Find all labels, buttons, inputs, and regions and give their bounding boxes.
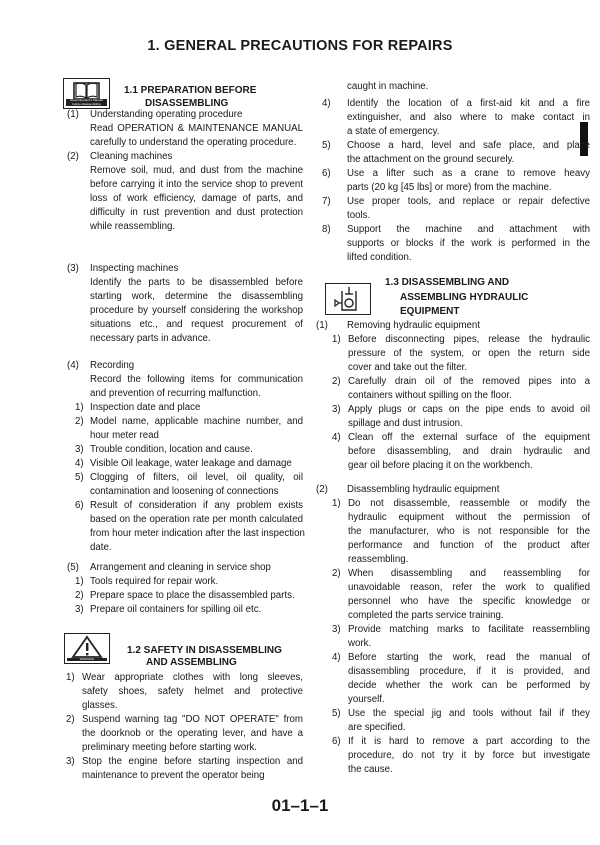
text-line: Choose a hard, level and safe place, and place — [347, 140, 590, 151]
text-line: Disassembling hydraulic equipment — [347, 484, 500, 495]
text-line: Remove soil, mud, and dust from the machine — [90, 165, 303, 176]
icon-caption: Read Operator's Manual before disassembling — [66, 99, 107, 106]
text-line: are specified. — [348, 722, 406, 733]
text-line: Tools required for repair work. — [90, 576, 219, 587]
text-line: completed the parts service training. — [348, 610, 504, 621]
text-line: from hour meter indication after the last inspection — [90, 528, 305, 539]
item-number: 5) — [75, 472, 84, 483]
text-line: If it is hard to remove a part according to the — [348, 736, 590, 747]
text-line: When disassembling and reassembling for — [348, 568, 590, 579]
text-line: disassembling procedure, if it is provided, and — [348, 666, 590, 677]
text-line: Prepare space to place the disassembled parts. — [90, 590, 295, 601]
item-number: 6) — [332, 736, 341, 747]
section-heading-1-1: 1.1 PREPARATION BEFORE — [124, 85, 257, 96]
section-heading-1-3-line3: EQUIPMENT — [400, 306, 460, 317]
item-number: 1) — [75, 576, 84, 587]
text-line: Use proper tools, and replace or repair defective — [347, 196, 590, 207]
text-line: Arrangement and cleaning in service shop — [90, 562, 271, 573]
item-number: 7) — [322, 196, 331, 207]
item-number: 1) — [332, 334, 341, 345]
text-line: situations etc., and request procurement of — [90, 319, 303, 330]
text-line: extinguisher, and also where to make contact in — [347, 112, 590, 123]
text-line: contamination and loosening of connections — [90, 486, 279, 497]
text-line: Before starting the work, read the manual of — [348, 652, 590, 663]
text-line: Before disconnecting pipes, release the hydraulic — [348, 334, 590, 345]
text-line: cover and take out the filter. — [348, 362, 468, 373]
text-line: necessary parts in advance. — [90, 333, 211, 344]
text-line: starting work, determine the disassembling — [90, 291, 303, 302]
section-heading-1-3-line2: ASSEMBLING HYDRAULIC — [400, 292, 529, 303]
text-line: lifted condition. — [347, 252, 412, 263]
item-number: 2) — [332, 376, 341, 387]
text-line: gear oil before placing it on the workbench. — [348, 460, 533, 471]
item-number: (1) — [67, 109, 79, 120]
item-number: 8) — [322, 224, 331, 235]
text-line: procedure by yourself considering the workshop — [90, 305, 303, 316]
icon-caption: WARNING — [67, 658, 107, 662]
text-line: the attachment on the ground securely. — [347, 154, 515, 165]
item-number: 1) — [332, 498, 341, 509]
item-number: 6) — [75, 500, 84, 511]
item-number: (4) — [67, 360, 79, 371]
text-line: glasses. — [82, 700, 118, 711]
text-line: Understanding operating procedure — [90, 109, 243, 120]
text-line: carefully to understand the operating procedure. — [90, 137, 297, 148]
text-line: while reassembling. — [90, 221, 176, 232]
text-line: Result of consideration if any problem exists — [90, 500, 303, 511]
text-line: Read OPERATION & MAINTENANCE MANUAL — [90, 123, 303, 134]
item-number: 2) — [332, 568, 341, 579]
text-line: unavoidable reason, refer the work to qualified — [348, 582, 590, 593]
section-heading-1-2-line2: AND ASSEMBLING — [146, 657, 237, 668]
item-number: 5) — [332, 708, 341, 719]
text-line: Trouble condition, location and cause. — [90, 444, 253, 455]
text-line: Wear appropriate clothes with long sleeves, — [82, 672, 303, 683]
text-line: Removing hydraulic equipment — [347, 320, 481, 331]
text-line: tools. — [347, 210, 371, 221]
text-line: the doorknob or the operating lever, and have a — [82, 728, 303, 739]
section-heading-1-3: 1.3 DISASSEMBLING AND — [385, 277, 510, 288]
item-number: (5) — [67, 562, 79, 573]
section-heading-1-2: 1.2 SAFETY IN DISASSEMBLING — [127, 645, 282, 656]
text-line: maintenance to prevent the operator being — [82, 770, 265, 781]
section-heading-1-1-line2: DISASSEMBLING — [145, 98, 229, 109]
text-line: difficulty in rust prevention and dust protection — [90, 207, 303, 218]
text-line: Identify the location of a first-aid kit and a fire — [347, 98, 590, 109]
text-line: decide whether the work can be performed by — [348, 680, 590, 691]
text-line: supports or blocks if the work is performed in the — [347, 238, 590, 249]
text-line: and prevention of recurring malfunction. — [90, 388, 261, 399]
read-manual-icon — [63, 78, 110, 109]
item-number: 3) — [332, 404, 341, 415]
text-line: date. — [90, 542, 112, 553]
item-number: (3) — [67, 263, 79, 274]
item-number: 1) — [75, 402, 84, 413]
text-line: before disassembling, and drain hydraulic and — [348, 446, 590, 457]
text-line: parts (20 kg [45 lbs] or more) from the machine. — [347, 182, 552, 193]
hydraulic-equipment-icon — [325, 283, 371, 315]
text-line: Record the following items for communication — [90, 374, 303, 385]
text-line: caught in machine. — [347, 81, 429, 92]
text-line: based on the operation rate per month calculated — [90, 514, 303, 525]
text-line: spillage and dust intrusion. — [348, 418, 463, 429]
text-line: hour meter read — [90, 430, 159, 441]
text-line: work. — [348, 638, 372, 649]
item-number: 4) — [332, 432, 341, 443]
text-line: personnel who have the specific knowledge or — [348, 596, 590, 607]
text-line: Carefully drain oil of the removed pipes into a — [348, 376, 590, 387]
item-number: (1) — [316, 320, 328, 331]
item-number: 4) — [332, 652, 341, 663]
item-number: (2) — [316, 484, 328, 495]
text-line: Inspection date and place — [90, 402, 201, 413]
item-number: 3) — [332, 624, 341, 635]
text-line: Support the machine and attachment with — [347, 224, 590, 235]
text-line: Provide matching marks to facilitate reassembling — [348, 624, 590, 635]
text-line: a state of emergency. — [347, 126, 440, 137]
text-line: Stop the engine before starting inspection and — [82, 756, 303, 767]
text-line: yourself. — [348, 694, 385, 705]
text-line: containers without spilling on the floor. — [348, 390, 512, 401]
text-line: Suspend warning tag "DO NOT OPERATE" from — [82, 714, 303, 725]
item-number: 6) — [322, 168, 331, 179]
text-line: reassembling. — [348, 554, 409, 565]
item-number: 2) — [66, 714, 75, 725]
item-number: 2) — [75, 416, 84, 427]
text-line: Use a lifter such as a crane to remove heavy — [347, 168, 590, 179]
item-number: 1) — [66, 672, 75, 683]
item-number: 2) — [75, 590, 84, 601]
item-number: (2) — [67, 151, 79, 162]
text-line: Recording — [90, 360, 135, 371]
text-line: Cleaning machines — [90, 151, 173, 162]
text-line: Visible Oil leakage, water leakage and damage — [90, 458, 292, 469]
page-number: 01–1–1 — [271, 796, 329, 815]
text-line: Inspecting machines — [90, 263, 179, 274]
warning-icon — [64, 633, 110, 664]
text-line: Identify the parts to be disassembled before — [90, 277, 303, 288]
text-line: Do not disassemble, reassemble or modify the — [348, 498, 590, 509]
item-number: 3) — [75, 604, 84, 615]
text-line: Prepare oil containers for spilling oil etc. — [90, 604, 262, 615]
text-line: performance and function of the product after — [348, 540, 590, 551]
text-line: safety shoes, safety helmet and protective — [82, 686, 303, 697]
text-line: pressure of the system, or open the return side — [348, 348, 590, 359]
text-line: Apply plugs or caps on the pipe ends to avoid oil — [348, 404, 590, 415]
item-number: 5) — [322, 140, 331, 151]
item-number: 3) — [75, 444, 84, 455]
text-line: Clogging of filters, oil level, oil quality, oil — [90, 472, 303, 483]
text-line: the cause. — [348, 764, 393, 775]
item-number: 4) — [322, 98, 331, 109]
text-line: preliminary meeting before starting work. — [82, 742, 257, 753]
text-line: Clean off the external surface of the equipment — [348, 432, 590, 443]
page-title: 1. GENERAL PRECAUTIONS FOR REPAIRS — [147, 38, 453, 54]
item-number: 3) — [66, 756, 75, 767]
item-number: 4) — [75, 458, 84, 469]
text-line: the manufacturer, who is not responsible for the — [348, 526, 590, 537]
text-line: hydraulic equipment without the permission of — [348, 512, 590, 523]
text-line: Use the special jig and tools without fail if they — [348, 708, 590, 719]
text-line: Model name, applicable machine number, and — [90, 416, 303, 427]
text-line: procedure, do not try it by force but investigate — [348, 750, 590, 761]
text-line: loss of work efficiency, damage of parts, and — [90, 193, 303, 204]
text-line: before carrying it into the service shop to prevent — [90, 179, 303, 190]
